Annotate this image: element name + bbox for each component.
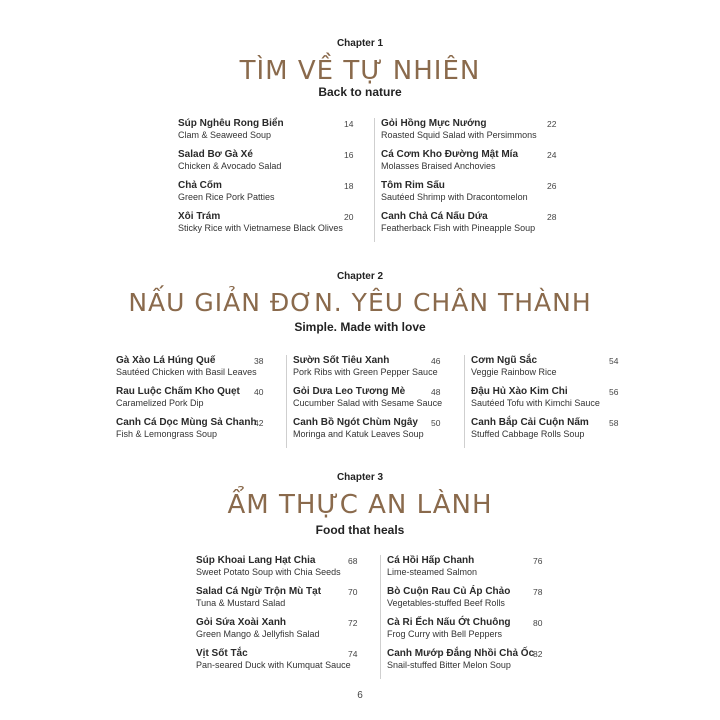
- dish-name-english: Featherback Fish with Pineapple Soup: [381, 223, 536, 233]
- chapter-1-contents: [178, 118, 558, 242]
- dish-name-vietnamese: Súp Khoai Lang Hạt Chia: [196, 555, 316, 566]
- dish-name-english: Tuna & Mustard Salad: [196, 598, 286, 608]
- page-reference: 16: [344, 150, 354, 160]
- chapter-2-column-1: [116, 355, 266, 448]
- dish-name-vietnamese: Canh Bồ Ngót Chùm Ngây: [293, 417, 418, 428]
- page-reference: 26: [547, 181, 557, 191]
- toc-entry: [381, 211, 559, 242]
- dish-name-english: Clam & Seaweed Soup: [178, 130, 272, 140]
- dish-name-vietnamese: Rau Luộc Chấm Kho Quẹt: [116, 386, 240, 397]
- dish-name-vietnamese: Gỏi Hồng Mực Nướng: [381, 118, 487, 129]
- dish-name-english: Vegetables-stuffed Beef Rolls: [387, 598, 505, 608]
- page-reference: 22: [547, 119, 557, 129]
- dish-name-english: Pork Ribs with Green Pepper Sauce: [293, 367, 438, 377]
- chapter-2-contents: [116, 355, 626, 451]
- toc-entry: [381, 180, 559, 211]
- page-reference: 50: [431, 418, 441, 428]
- dish-name-english: Green Mango & Jellyfish Salad: [196, 629, 320, 639]
- dish-name-vietnamese: Canh Mướp Đắng Nhồi Chả Ốc: [387, 648, 535, 659]
- page-reference: 14: [344, 119, 354, 129]
- dish-name-vietnamese: Salad Cá Ngừ Trộn Mù Tạt: [196, 586, 322, 597]
- toc-entry: [196, 586, 360, 617]
- dish-name-english: Sautéed Chicken with Basil Leaves: [116, 367, 257, 377]
- dish-name-vietnamese: Cá Cơm Kho Đường Mật Mía: [381, 149, 519, 160]
- dish-name-vietnamese: Canh Cá Dọc Mùng Sả Chanh: [116, 417, 257, 428]
- dish-name-english: Sautéed Shrimp with Dracontomelon: [381, 192, 528, 202]
- dish-name-english: Moringa and Katuk Leaves Soup: [293, 429, 424, 439]
- toc-entry: [471, 386, 621, 417]
- dish-name-vietnamese: Cá Hồi Hấp Chanh: [387, 555, 475, 566]
- page-reference: 48: [431, 387, 441, 397]
- page-reference: 18: [344, 181, 354, 191]
- dish-name-english: Sweet Potato Soup with Chia Seeds: [196, 567, 341, 577]
- page-reference: 24: [547, 150, 557, 160]
- dish-name-vietnamese: Salad Bơ Gà Xé: [178, 149, 253, 160]
- dish-name-vietnamese: Bò Cuộn Rau Củ Áp Chảo: [387, 586, 511, 597]
- dish-name-english: Sautéed Tofu with Kimchi Sauce: [471, 398, 600, 408]
- dish-name-vietnamese: Súp Nghêu Rong Biển: [178, 118, 284, 129]
- toc-entry: [116, 386, 266, 417]
- dish-name-english: Pan-seared Duck with Kumquat Sauce: [196, 660, 351, 670]
- page-reference: 80: [533, 618, 543, 628]
- toc-entry: [196, 648, 360, 679]
- chapter-3-column-1: [196, 555, 360, 679]
- page-reference: 74: [348, 649, 358, 659]
- dish-name-vietnamese: Tôm Rim Sấu: [381, 180, 445, 191]
- toc-entry: [293, 417, 443, 448]
- toc-entry: [293, 386, 443, 417]
- dish-name-vietnamese: Gà Xào Lá Húng Quế: [116, 355, 216, 366]
- chapter-1-subtitle: Back to nature: [318, 85, 402, 99]
- toc-entry: [178, 118, 356, 149]
- toc-entry: [381, 149, 559, 180]
- toc-entry: [387, 648, 545, 679]
- chapter-3-contents: [196, 555, 546, 679]
- dish-name-vietnamese: Cà Ri Ếch Nấu Ớt Chuông: [387, 617, 511, 628]
- dish-name-vietnamese: Gỏi Sứa Xoài Xanh: [196, 617, 287, 628]
- page-reference: 78: [533, 587, 543, 597]
- toc-entry: [387, 586, 545, 617]
- page-reference: 54: [609, 356, 619, 366]
- page-reference: 38: [254, 356, 264, 366]
- chapter-1-column-1: [178, 118, 356, 242]
- dish-name-english: Veggie Rainbow Rice: [471, 367, 557, 377]
- chapter-2-subtitle: Simple. Made with love: [294, 320, 426, 334]
- dish-name-vietnamese: Canh Chả Cá Nấu Dứa: [381, 211, 488, 222]
- dish-name-vietnamese: Đậu Hủ Xào Kim Chi: [471, 386, 568, 397]
- chapter-3-title: ẨM THỰC AN LÀNH: [227, 490, 493, 520]
- toc-entry: [471, 355, 621, 386]
- dish-name-vietnamese: Chả Cốm: [178, 180, 222, 191]
- dish-name-vietnamese: Gỏi Dưa Leo Tương Mè: [293, 386, 406, 397]
- dish-name-english: Lime-steamed Salmon: [387, 567, 478, 577]
- page-reference: 70: [348, 587, 358, 597]
- chapter-3-subtitle: Food that heals: [315, 523, 405, 537]
- page-reference: 72: [348, 618, 358, 628]
- chapter-2-column-3: [464, 355, 621, 448]
- page-reference: 58: [609, 418, 619, 428]
- toc-entry: [196, 617, 360, 648]
- page-reference: 28: [547, 212, 557, 222]
- chapter-2-title: NẤU GIẢN ĐƠN. YÊU CHÂN THÀNH: [128, 288, 592, 317]
- chapter-2-label: Chapter 2: [336, 271, 384, 282]
- chapter-1-label: Chapter 1: [336, 38, 384, 49]
- page-reference: 76: [533, 556, 543, 566]
- dish-name-english: Molasses Braised Anchovies: [381, 161, 496, 171]
- toc-entry: [381, 118, 559, 149]
- toc-entry: [116, 417, 266, 448]
- dish-name-english: Green Rice Pork Patties: [178, 192, 275, 202]
- page-reference: 68: [348, 556, 358, 566]
- page-reference: 46: [431, 356, 441, 366]
- dish-name-vietnamese: Cơm Ngũ Sắc: [471, 355, 538, 366]
- dish-name-english: Cucumber Salad with Sesame Sauce: [293, 398, 443, 408]
- toc-entry: [196, 555, 360, 586]
- dish-name-english: Frog Curry with Bell Peppers: [387, 629, 503, 639]
- chapter-3-label: Chapter 3: [336, 472, 384, 483]
- toc-entry: [387, 555, 545, 586]
- dish-name-english: Stuffed Cabbage Rolls Soup: [471, 429, 585, 439]
- chapter-1-column-2: [374, 118, 559, 242]
- chapter-1-title: TÌM VỀ TỰ NHIÊN: [239, 56, 481, 86]
- toc-entry: [178, 211, 356, 242]
- toc-entry: [178, 180, 356, 211]
- dish-name-english: Sticky Rice with Vietnamese Black Olives: [178, 223, 343, 233]
- page-reference: 82: [533, 649, 543, 659]
- toc-entry: [293, 355, 443, 386]
- dish-name-english: Snail-stuffed Bitter Melon Soup: [387, 660, 511, 670]
- page-reference: 40: [254, 387, 264, 397]
- toc-entry: [178, 149, 356, 180]
- chapter-2-column-2: [286, 355, 443, 448]
- dish-name-vietnamese: Vịt Sốt Tắc: [196, 648, 248, 659]
- dish-name-english: Caramelized Pork Dip: [116, 398, 204, 408]
- toc-entry: [471, 417, 621, 448]
- chapter-3-column-2: [380, 555, 545, 679]
- page-reference: 42: [254, 418, 264, 428]
- dish-name-vietnamese: Xôi Trám: [178, 211, 221, 222]
- dish-name-vietnamese: Canh Bắp Cải Cuộn Nấm: [471, 417, 589, 428]
- dish-name-english: Roasted Squid Salad with Persimmons: [381, 130, 537, 140]
- page-number: 6: [357, 690, 363, 701]
- dish-name-vietnamese: Sườn Sốt Tiêu Xanh: [293, 355, 390, 366]
- page-reference: 56: [609, 387, 619, 397]
- toc-entry: [387, 617, 545, 648]
- toc-entry: [116, 355, 266, 386]
- page-reference: 20: [344, 212, 354, 222]
- dish-name-english: Fish & Lemongrass Soup: [116, 429, 218, 439]
- dish-name-english: Chicken & Avocado Salad: [178, 161, 282, 171]
